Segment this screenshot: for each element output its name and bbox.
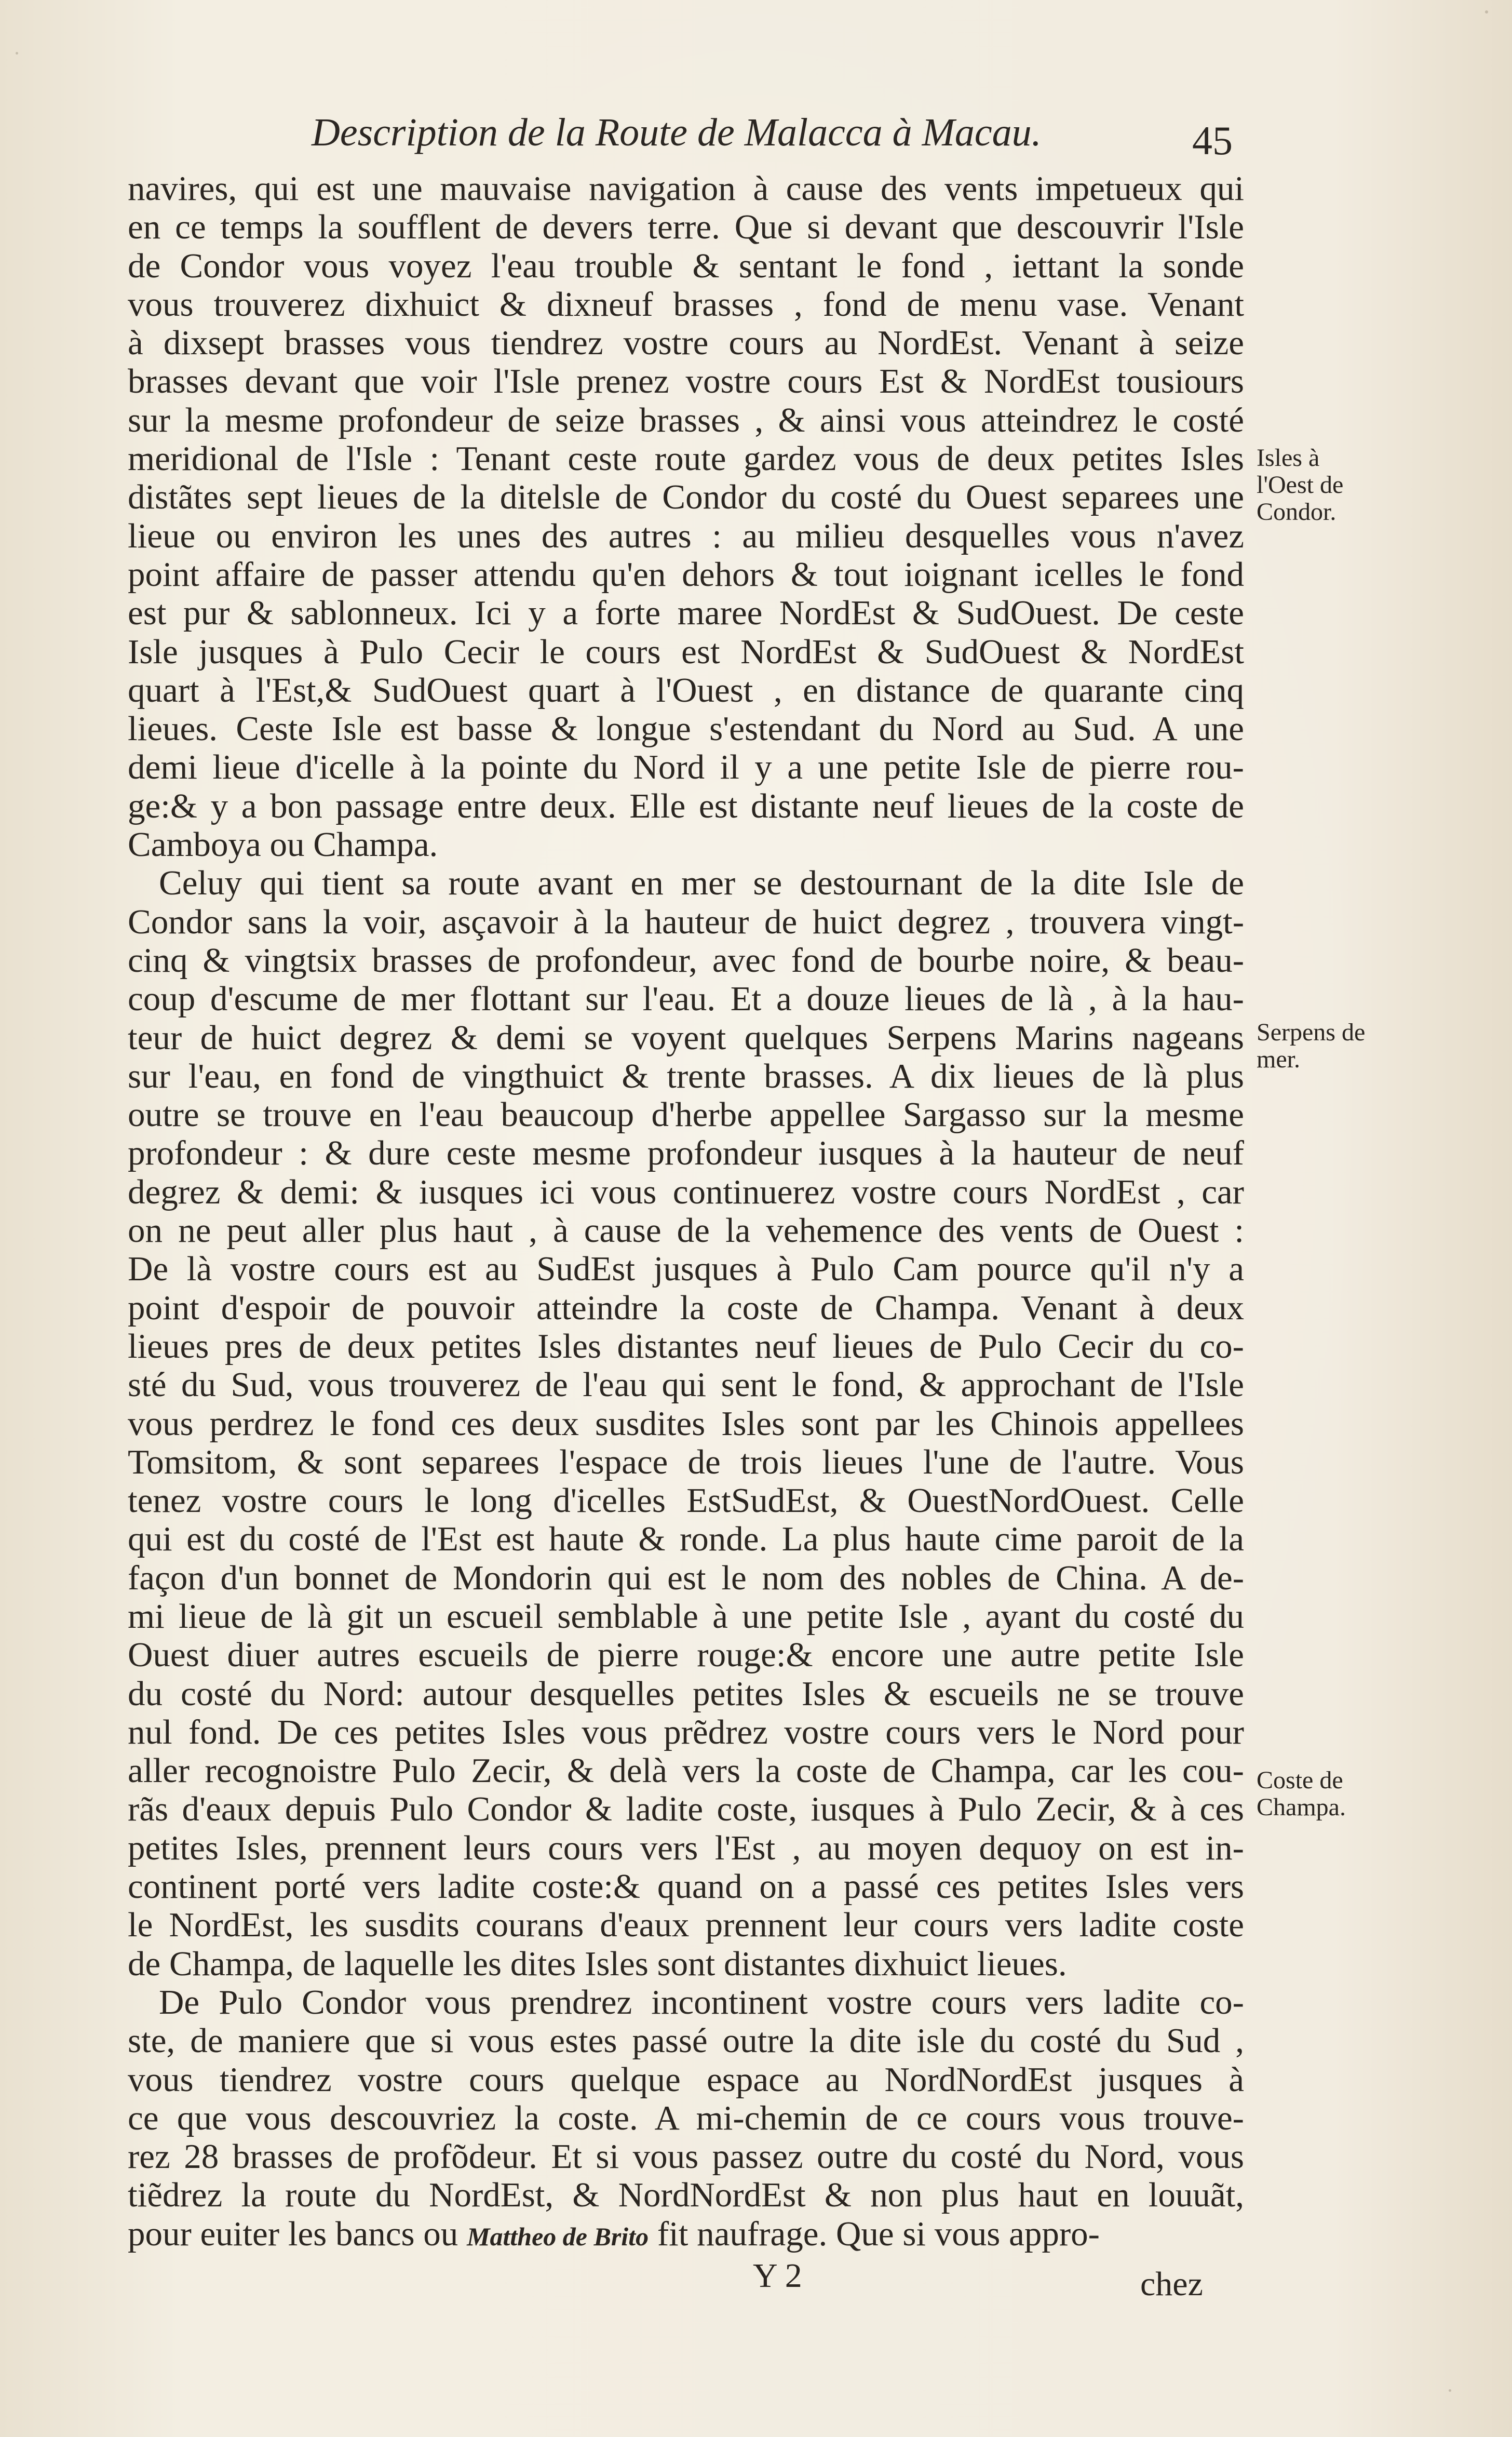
text-line: demi lieue d'icelle à la pointe du Nord il y a une petite Isle de pierre rou- xyxy=(128,748,1244,787)
text-line: meridional de l'Isle : Tenant ceste route gardez vous de deux petites Isles xyxy=(128,439,1244,478)
text-line: ce que vous descouvriez la coste. A mi-chemin de ce cours vous trouve- xyxy=(128,2098,1244,2137)
text-line: vous tiendrez vostre cours quelque espace au NordNordEst jusques à xyxy=(128,2060,1244,2099)
margin-note-line: Champa. xyxy=(1257,1793,1346,1821)
text-line: tiẽdrez la route du NordEst, & NordNordEst & non plus haut en louuãt, xyxy=(128,2176,1244,2215)
text-line: teur de huict degrez & demi se voyent quelques Serpens Marins nageans xyxy=(128,1018,1244,1057)
page-number: 45 xyxy=(1192,118,1233,163)
text-line: ste, de maniere que si vous estes passé outre la dite isle du costé du Sud , xyxy=(128,2021,1244,2060)
margin-note-coste xyxy=(1257,1767,1346,1821)
text-line: continent porté vers ladite coste:& quand on a passé ces petites Isles vers xyxy=(128,1867,1244,1906)
text-line: vous perdrez le fond ces deux susdites Isles sont par les Chinois appellees xyxy=(128,1404,1244,1443)
text-line: degrez & demi: & iusques ici vous continuerez vostre cours NordEst , car xyxy=(128,1172,1244,1211)
text-line: navires, qui est une mauvaise navigation à cause des vents impetueux qui xyxy=(128,169,1244,208)
text-line: mi lieue de là git un escueil semblable à une petite Isle , ayant du costé du xyxy=(128,1597,1244,1636)
text-line: à dixsept brasses vous tiendrez vostre cours au NordEst. Venant à seize xyxy=(128,324,1244,363)
text-line: Camboya ou Champa. xyxy=(128,825,438,864)
body-text xyxy=(128,169,1244,2253)
text-line: coup d'escume de mer flottant sur l'eau. Et a douze lieues de là , à la hau- xyxy=(128,980,1244,1019)
text-line: Celuy qui tient sa route avant en mer se destournant de la dite Isle de xyxy=(159,864,1244,903)
text-line: brasses devant que voir l'Isle prenez vostre cours Est & NordEst tousiours xyxy=(128,362,1244,401)
text-line: distãtes sept lieues de la ditelsle de Condor du costé du Ouest separees une xyxy=(128,478,1244,517)
text-line: nul fond. De ces petites Isles vous prẽdrez vostre cours vers le Nord pour xyxy=(128,1712,1244,1751)
text-line: Condor sans la voir, asçavoir à la hauteur de huict degrez , trouvera vingt- xyxy=(128,902,1244,941)
margin-note-line: Isles à xyxy=(1257,444,1320,472)
catchword: chez xyxy=(1140,2265,1203,2303)
text-line-final xyxy=(128,2215,1244,2253)
text-line: rãs d'eaux depuis Pulo Condor & ladite coste, iusques à Pulo Zecir, & à ces xyxy=(128,1790,1244,1829)
paper-speck xyxy=(1449,2389,1451,2392)
text-line: de Condor vous voyez l'eau trouble & sentant le fond , iettant la sonde xyxy=(128,246,1244,285)
margin-note-isles xyxy=(1257,445,1343,526)
text-line: quart à l'Est,& SudOuest quart à l'Ouest , en distance de quarante cinq xyxy=(128,671,1244,709)
text-line: lieues. Ceste Isle est basse & longue s'estendant du Nord au Sud. A une xyxy=(128,709,1244,748)
signature-mark: Y 2 xyxy=(753,2257,802,2295)
text-line: est pur & sablonneux. Ici y a forte maree NordEst & SudOuest. De ceste xyxy=(128,594,1244,633)
text-line: vous trouverez dixhuict & dixneuf brasses , fond de menu vase. Venant xyxy=(128,285,1244,324)
text-line: sur l'eau, en fond de vingthuict & trente brasses. A dix lieues de là plus xyxy=(128,1056,1244,1095)
text-line: De là vostre cours est au SudEst jusques à Pulo Cam pource qu'il n'y a xyxy=(128,1250,1244,1289)
text-line: Isle jusques à Pulo Cecir le cours est NordEst & SudOuest & NordEst xyxy=(128,632,1244,671)
text-line: en ce temps la soufflent de devers terre. Que si devant que descouvrir l'Isle xyxy=(128,208,1244,247)
margin-note-line: l'Oest de xyxy=(1257,471,1344,499)
text-line: lieue ou environ les unes des autres : au milieu desquelles vous n'avez xyxy=(128,516,1244,555)
text-line: le NordEst, les susdits courans d'eaux prennent leur cours vers ladite coste xyxy=(128,1906,1244,1945)
running-title: Description de la Route de Malacca à Macau. xyxy=(312,111,1042,154)
text-line: point affaire de passer attendu qu'en dehors & tout ioignant icelles le fond xyxy=(128,555,1244,594)
margin-note-line: Coste de xyxy=(1257,1766,1343,1794)
text-line: de Champa, de laquelle les dites Isles sont distantes dixhuict lieues. xyxy=(128,1944,1067,1983)
margin-note-line: mer. xyxy=(1257,1046,1300,1073)
text-line: point d'espoir de pouvoir atteindre la coste de Champa. Venant à deux xyxy=(128,1288,1244,1327)
text-line: petites Isles, prennent leurs cours vers l'Est , au moyen dequoy on est in- xyxy=(128,1828,1244,1867)
paper-speck xyxy=(16,52,18,55)
text-line: tenez vostre cours le long d'icelles EstSudEst, & OuestNordOuest. Celle xyxy=(128,1481,1244,1520)
text-line: De Pulo Condor vous prendrez incontinent vostre cours vers ladite co- xyxy=(159,1983,1244,2021)
margin-note-line: Condor. xyxy=(1257,498,1336,526)
text-line: Tomsitom, & sont separees l'espace de trois lieues l'une de l'autre. Vous xyxy=(128,1442,1244,1481)
text-fragment: pour euiter les bancs ou xyxy=(128,2214,458,2253)
text-line: lieues pres de deux petites Isles distantes neuf lieues de Pulo Cecir du co- xyxy=(128,1327,1244,1365)
text-line: qui est du costé de l'Est est haute & ronde. La plus haute cime paroit de la xyxy=(128,1520,1244,1559)
text-fragment: fit naufrage. Que si vous appro- xyxy=(657,2214,1100,2253)
text-line: rez 28 brasses de profõdeur. Et si vous passez outre du costé du Nord, vous xyxy=(128,2137,1244,2176)
margin-note-serpens xyxy=(1257,1019,1365,1073)
text-line: sté du Sud, vous trouverez de l'eau qui sent le fond, & approchant de l'Isle xyxy=(128,1365,1244,1404)
text-line: sur la mesme profondeur de seize brasses , & ainsi vous atteindrez le costé xyxy=(128,400,1244,439)
text-line: Ouest diuer autres escueils de pierre rouge:& encore une autre petite Isle xyxy=(128,1636,1244,1675)
text-line: ge:& y a bon passage entre deux. Elle est distante neuf lieues de la coste de xyxy=(128,786,1244,825)
text-line: on ne peut aller plus haut , à cause de la vehemence des vents de Ouest : xyxy=(128,1211,1244,1250)
text-line: outre se trouve en l'eau beaucoup d'herbe appellee Sargasso sur la mesme xyxy=(128,1095,1244,1134)
margin-note-line: Serpens de xyxy=(1257,1019,1366,1046)
text-line: aller recognoistre Pulo Zecir, & delà vers la coste de Champa, car les cou- xyxy=(128,1751,1244,1790)
text-line: cinq & vingtsix brasses de profondeur, avec fond de bourbe noire, & beau- xyxy=(128,941,1244,980)
text-line: du costé du Nord: autour desquelles petites Isles & escueils ne se trouve xyxy=(128,1674,1244,1713)
text-line: façon d'un bonnet de Mondorin qui est le nom des nobles de China. A de- xyxy=(128,1558,1244,1597)
paper-speck xyxy=(1485,10,1488,14)
italic-name: Mattheo de Brito xyxy=(467,2221,649,2251)
text-line: profondeur : & dure ceste mesme profondeur iusques à la hauteur de neuf xyxy=(128,1134,1244,1173)
